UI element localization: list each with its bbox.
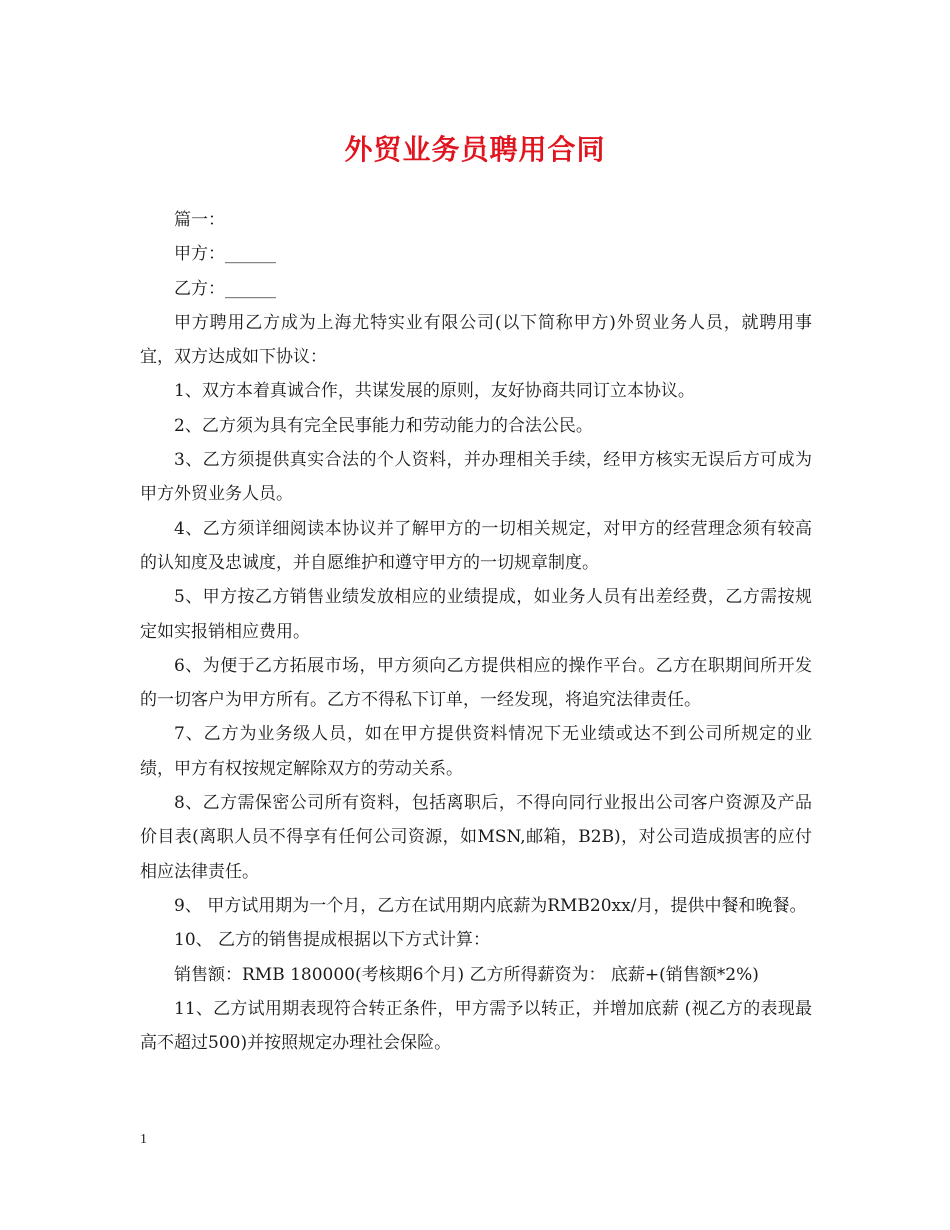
clause-10: 10、 乙方的销售提成根据以下方式计算：: [174, 930, 491, 951]
page-number: 1: [140, 1132, 147, 1147]
clause-8: 8、乙方需保密公司所有资料，包括离职后，不得向同行业报出公司客户资源及产品价目表(离职人员不得享有任何公司资源，如MSN,邮箱，B2B)，对公司造成损害的应付相应法律责任。: [140, 793, 812, 882]
clause-5: 5、甲方按乙方销售业绩发放相应的业绩提成，如业务人员有出差经费，乙方需按规定如实报销相应费用。: [140, 587, 812, 642]
clause-6: 6、为便于乙方拓展市场，甲方须向乙方提供相应的操作平台。乙方在职期间所开发的一切客户为甲方所有。乙方不得私下订单，一经发现，将追究法律责任。: [140, 655, 812, 711]
clause-3: 3、乙方须提供真实合法的个人资料，并办理相关手续，经甲方核实无误后方可成为甲方外贸业务人员。: [140, 450, 812, 505]
document-body: [140, 203, 812, 1060]
paragraph-party-a: 甲方：______: [174, 244, 276, 265]
clause-2: 2、乙方须为具有完全民事能力和劳动能力的合法公民。: [174, 415, 593, 436]
clause-4: 4、乙方须详细阅读本协议并了解甲方的一切相关规定，对甲方的经营理念须有较高的认知度及忠诚度，并自愿维护和遵守甲方的一切规章制度。: [140, 518, 812, 573]
clause-7: 7、乙方为业务级人员，如在甲方提供资料情况下无业绩或达不到公司所规定的业绩，甲方有权按规定解除双方的劳动关系。: [140, 724, 812, 779]
clause-9: 9、 甲方试用期为一个月，乙方在试用期内底薪为RMB20xx/月，提供中餐和晚餐。: [174, 895, 807, 916]
document-title: 外贸业务员聘用合同: [344, 133, 606, 166]
paragraph-party-b: 乙方：______: [174, 278, 276, 299]
paragraph-section-heading: 篇一：: [174, 210, 225, 230]
clause-1: 1、双方本着真诚合作，共谋发展的原则，友好协商共同订立本协议。: [174, 381, 695, 402]
clause-11: 11、乙方试用期表现符合转正条件，甲方需予以转正，并增加底薪 (视乙方的表现最高不超过500)并按照规定办理社会保险。: [140, 998, 812, 1054]
clause-10-formula: 销售额：RMB 180000(考核期6个月) 乙方所得薪资为： 底薪+(销售额*2%): [174, 964, 759, 985]
paragraph-preamble: 甲方聘用乙方成为上海尤特实业有限公司(以下简称甲方)外贸业务人员，就聘用事宜，双方达成如下协议：: [140, 312, 812, 368]
